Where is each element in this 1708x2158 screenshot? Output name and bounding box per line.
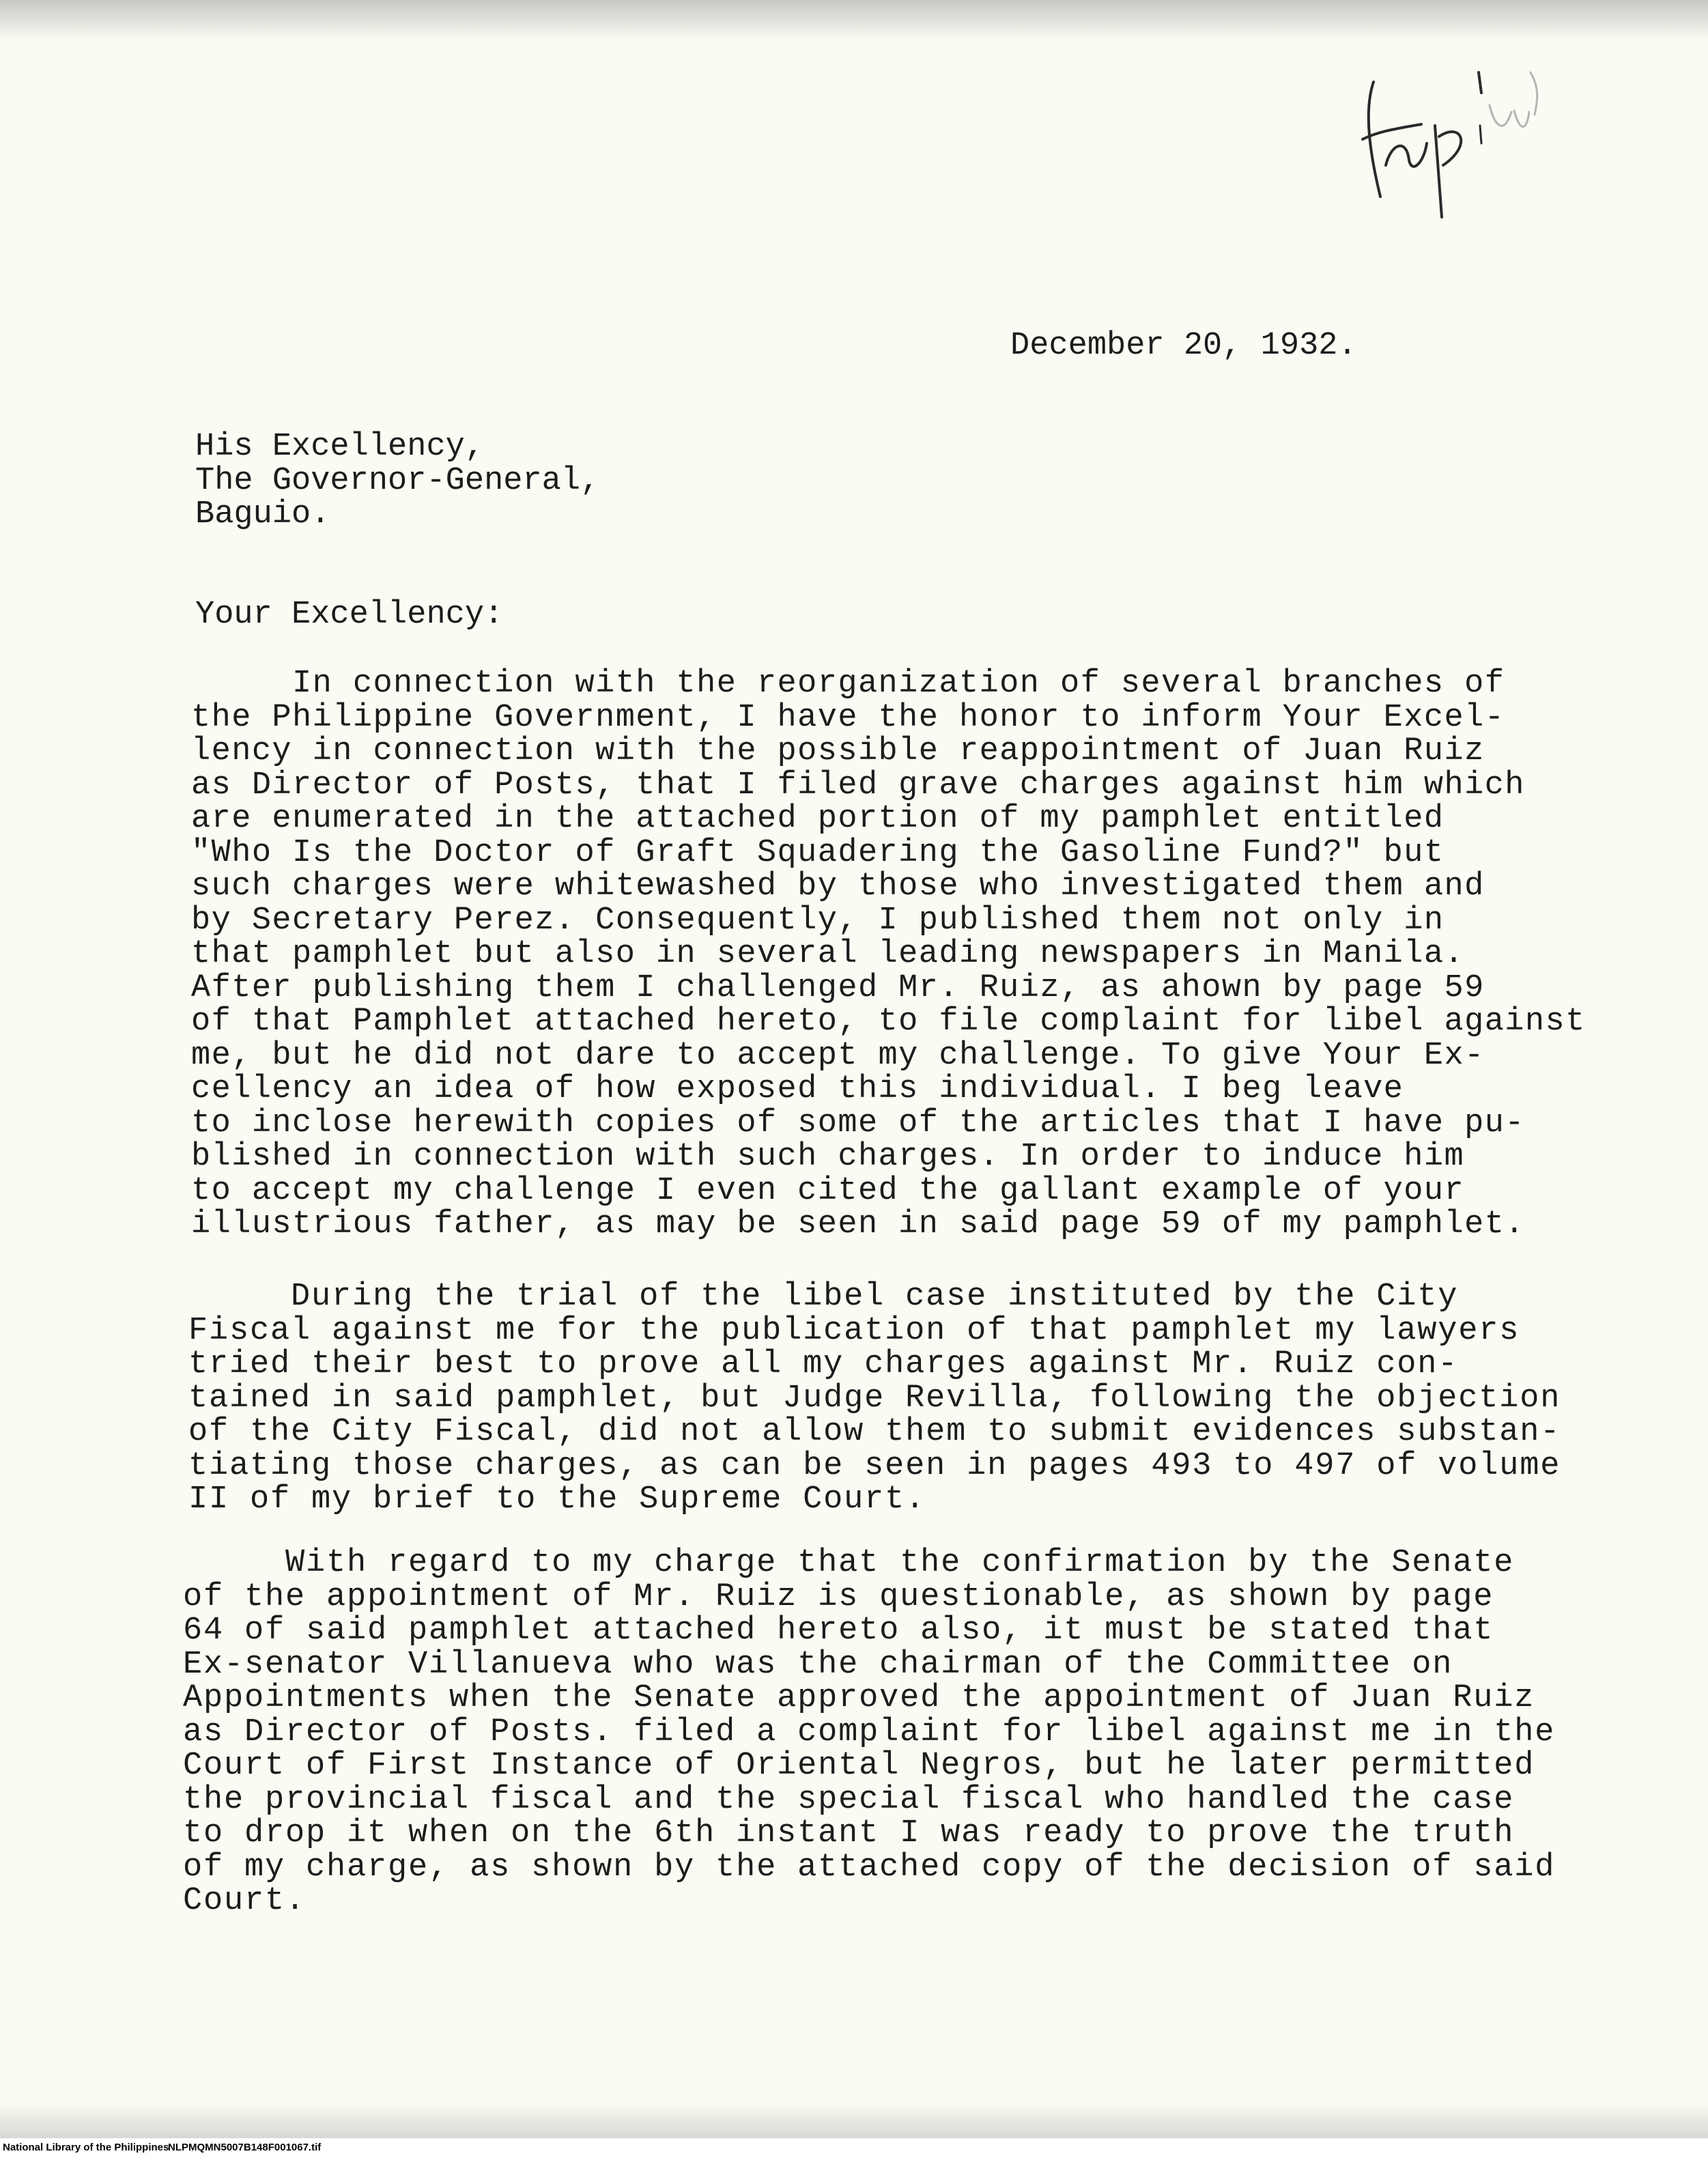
handwritten-annotation <box>1358 63 1543 220</box>
text-line: by Secretary Perez. Consequently, I published them not only in <box>191 902 1444 939</box>
text-line: Appointments when the Senate approved the appointment of Juan Ruiz <box>183 1680 1535 1716</box>
text-line: that pamphlet but also in several leading newspapers in Manila. <box>191 936 1465 972</box>
scan-footer <box>0 2138 1708 2158</box>
addressee-line: Baguio. <box>195 496 330 533</box>
letter-date: December 20, 1932. <box>1010 328 1357 364</box>
text-line: as Director of Posts. filed a complaint for libel against me in the <box>183 1714 1556 1750</box>
text-line: tained in said pamphlet, but Judge Revilla, following the objection <box>188 1380 1561 1417</box>
paragraph-1 <box>191 667 1586 1242</box>
text-line: Court of First Instance of Oriental Negros, but he later permitted <box>183 1748 1535 1784</box>
text-line: tried their best to prove all my charges against Mr. Ruiz con- <box>188 1346 1459 1382</box>
text-line: After publishing them I challenged Mr. Ruiz, as ahown by page 59 <box>191 969 1485 1006</box>
text-line: II of my brief to the Supreme Court. <box>188 1481 926 1518</box>
text-line: illustrious father, as may be seen in said page 59 of my pamphlet. <box>191 1206 1525 1243</box>
text-line: cellency an idea of how exposed this individual. I beg leave <box>191 1071 1404 1107</box>
addressee-line: The Governor-General, <box>195 462 600 499</box>
file-identifier: NLPMQMN5007B148F001067.tif <box>168 2142 322 2153</box>
library-credit: National Library of the Philippines <box>3 2142 169 2153</box>
text-line: are enumerated in the attached portion of my pamphlet entitled <box>191 801 1444 837</box>
text-line: With regard to my charge that the confirmation by the Senate <box>183 1545 1515 1581</box>
text-line: the Philippine Government, I have the honor to inform Your Excel- <box>191 699 1505 736</box>
text-line: During the trial of the libel case instituted by the City <box>188 1279 1459 1315</box>
text-line: of that Pamphlet attached hereto, to file complaint for libel against <box>191 1004 1586 1040</box>
text-line: to inclose herewith copies of some of the articles that I have pu- <box>191 1105 1525 1141</box>
text-line: Fiscal against me for the publication of that pamphlet my lawyers <box>188 1312 1520 1349</box>
text-line: to drop it when on the 6th instant I was ready to prove the truth <box>183 1815 1515 1851</box>
text-line: me, but he did not dare to accept my challenge. To give Your Ex- <box>191 1037 1485 1074</box>
text-line: to accept my challenge I even cited the gallant example of your <box>191 1172 1465 1209</box>
scan-shadow-bottom <box>0 2103 1708 2138</box>
text-line: Court. <box>183 1883 307 1919</box>
paragraph-3 <box>183 1546 1555 1918</box>
scan-shadow-top <box>0 0 1708 41</box>
salutation: Your Excellency: <box>195 597 504 633</box>
text-line: In connection with the reorganization of several branches of <box>191 666 1505 702</box>
text-line: "Who Is the Doctor of Graft Squadering the Gasoline Fund?" but <box>191 834 1444 871</box>
addressee-line: His Excellency, <box>195 429 485 465</box>
text-line: blished in connection with such charges. In order to induce him <box>191 1139 1465 1175</box>
paragraph-2 <box>188 1280 1561 1517</box>
text-line: tiating those charges, as can be seen in pages 493 to 497 of volume <box>188 1447 1561 1484</box>
text-line: of the City Fiscal, did not allow them to submit evidences substan- <box>188 1414 1561 1450</box>
text-line: Ex-senator Villanueva who was the chairman of the Committee on <box>183 1646 1453 1683</box>
text-line: such charges were whitewashed by those who investigated them and <box>191 868 1485 905</box>
text-line: of the appointment of Mr. Ruiz is questionable, as shown by page <box>183 1578 1494 1615</box>
addressee-block <box>195 430 599 532</box>
text-line: the provincial fiscal and the special fiscal who handled the case <box>183 1781 1515 1818</box>
text-line: lency in connection with the possible reappointment of Juan Ruiz <box>191 733 1485 769</box>
text-line: as Director of Posts, that I filed grave charges against him which <box>191 767 1525 804</box>
text-line: of my charge, as shown by the attached copy of the decision of said <box>183 1849 1556 1886</box>
text-line: 64 of said pamphlet attached hereto also, it must be stated that <box>183 1613 1494 1649</box>
